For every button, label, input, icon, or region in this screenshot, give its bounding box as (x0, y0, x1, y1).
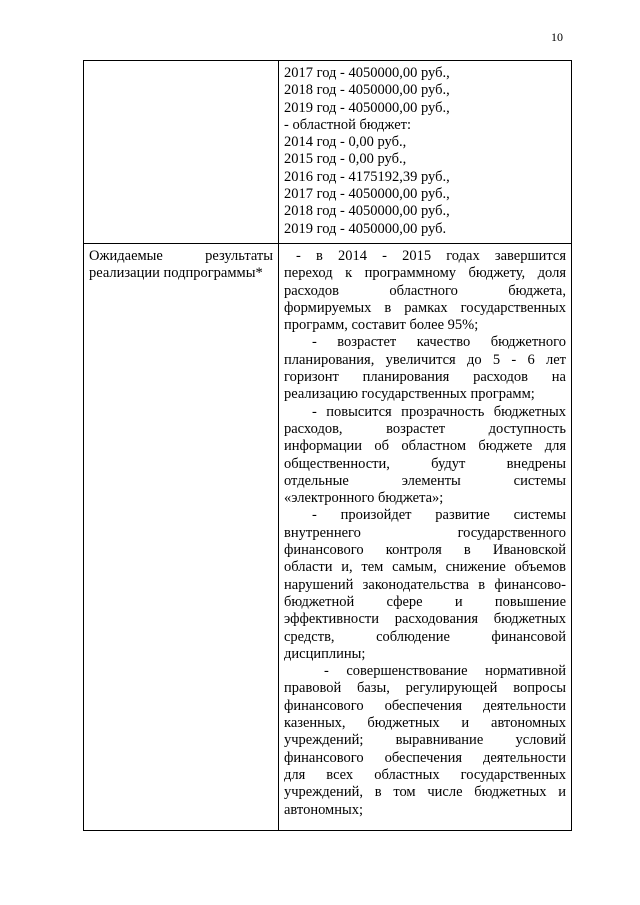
budget-line: 2016 год - 4175192,39 руб., (284, 168, 450, 185)
result-line: - совершенствование нормативной (324, 663, 566, 680)
result-line: бюджетной сфере и повышение (284, 593, 566, 610)
row1-label-cell (84, 61, 279, 244)
result-line: реализацию государственных программ; (284, 386, 535, 403)
result-line: эффективности расходования бюджетных (284, 611, 566, 628)
result-line: расходов областного бюджета, (284, 282, 566, 299)
expected-results-text-cell (279, 244, 572, 831)
result-line: для всех областных государственных (284, 766, 566, 783)
table-row (84, 61, 572, 244)
budget-line: 2015 год - 0,00 руб., (284, 151, 407, 168)
result-line: правовой базы, регулирующей вопросы (284, 680, 566, 697)
table-row (84, 244, 572, 831)
result-line: казенных, бюджетных и автономных (284, 715, 566, 732)
result-line: расходов, возрастет доступность (284, 420, 566, 437)
row-label-line: реализации подпрограммы* (89, 265, 263, 282)
result-line: финансового обеспечения деятельности (284, 749, 566, 766)
result-line: внутреннего государственного (284, 524, 566, 541)
budget-line: 2017 год - 4050000,00 руб., (284, 65, 450, 81)
budget-line: 2018 год - 4050000,00 руб., (284, 203, 450, 220)
result-line: финансового обеспечения деятельности (284, 697, 566, 714)
result-line: - возрастет качество бюджетного (312, 334, 566, 351)
row-label-line: Ожидаемые результаты (89, 248, 273, 264)
result-line: переход к программному бюджету, доля (284, 265, 566, 282)
expected-results-label-cell (84, 244, 279, 831)
result-line: - в 2014 - 2015 годах завершится (296, 248, 566, 264)
budget-line: 2019 год - 4050000,00 руб., (284, 99, 450, 116)
result-line: горизонт планирования расходов на (284, 369, 566, 386)
result-line: информации об областном бюджете для (284, 438, 566, 455)
budget-line: 2019 год - 4050000,00 руб. (284, 220, 447, 237)
row1-value-cell (279, 61, 572, 244)
result-line: общественности, будут внедрены (284, 455, 566, 472)
budget-line: 2017 год - 4050000,00 руб., (284, 186, 450, 203)
budget-line: - областной бюджет: (284, 116, 412, 133)
result-line: - повысится прозрачность бюджетных (312, 403, 566, 420)
budget-line: 2014 год - 0,00 руб., (284, 134, 407, 151)
result-line: средств, соблюдение финансовой (284, 628, 566, 645)
result-line: планирования, увеличится до 5 - 6 лет (284, 351, 566, 368)
result-line: нарушений законодательства в финансово- (284, 576, 566, 593)
page-number: 10 (551, 30, 563, 44)
result-line: «электронного бюджета»; (284, 490, 444, 507)
budget-line: 2018 год - 4050000,00 руб., (284, 82, 450, 99)
result-line: учреждений; выравнивание условий (284, 732, 566, 749)
result-line: области и, тем самым, снижение объемов (284, 559, 566, 576)
result-line: программ, составит более 95%; (284, 317, 479, 334)
result-line: отдельные элементы системы (284, 472, 566, 489)
result-line: автономных; (284, 801, 364, 818)
result-line: дисциплины; (284, 645, 366, 662)
result-line: формируемых в рамках государственных (284, 299, 566, 316)
result-line: финансового контроля в Ивановской (284, 542, 566, 559)
result-line: - произойдет развитие системы (312, 507, 566, 524)
subprogram-table (83, 60, 572, 831)
result-line: учреждений, в том числе бюджетных и (284, 784, 566, 801)
